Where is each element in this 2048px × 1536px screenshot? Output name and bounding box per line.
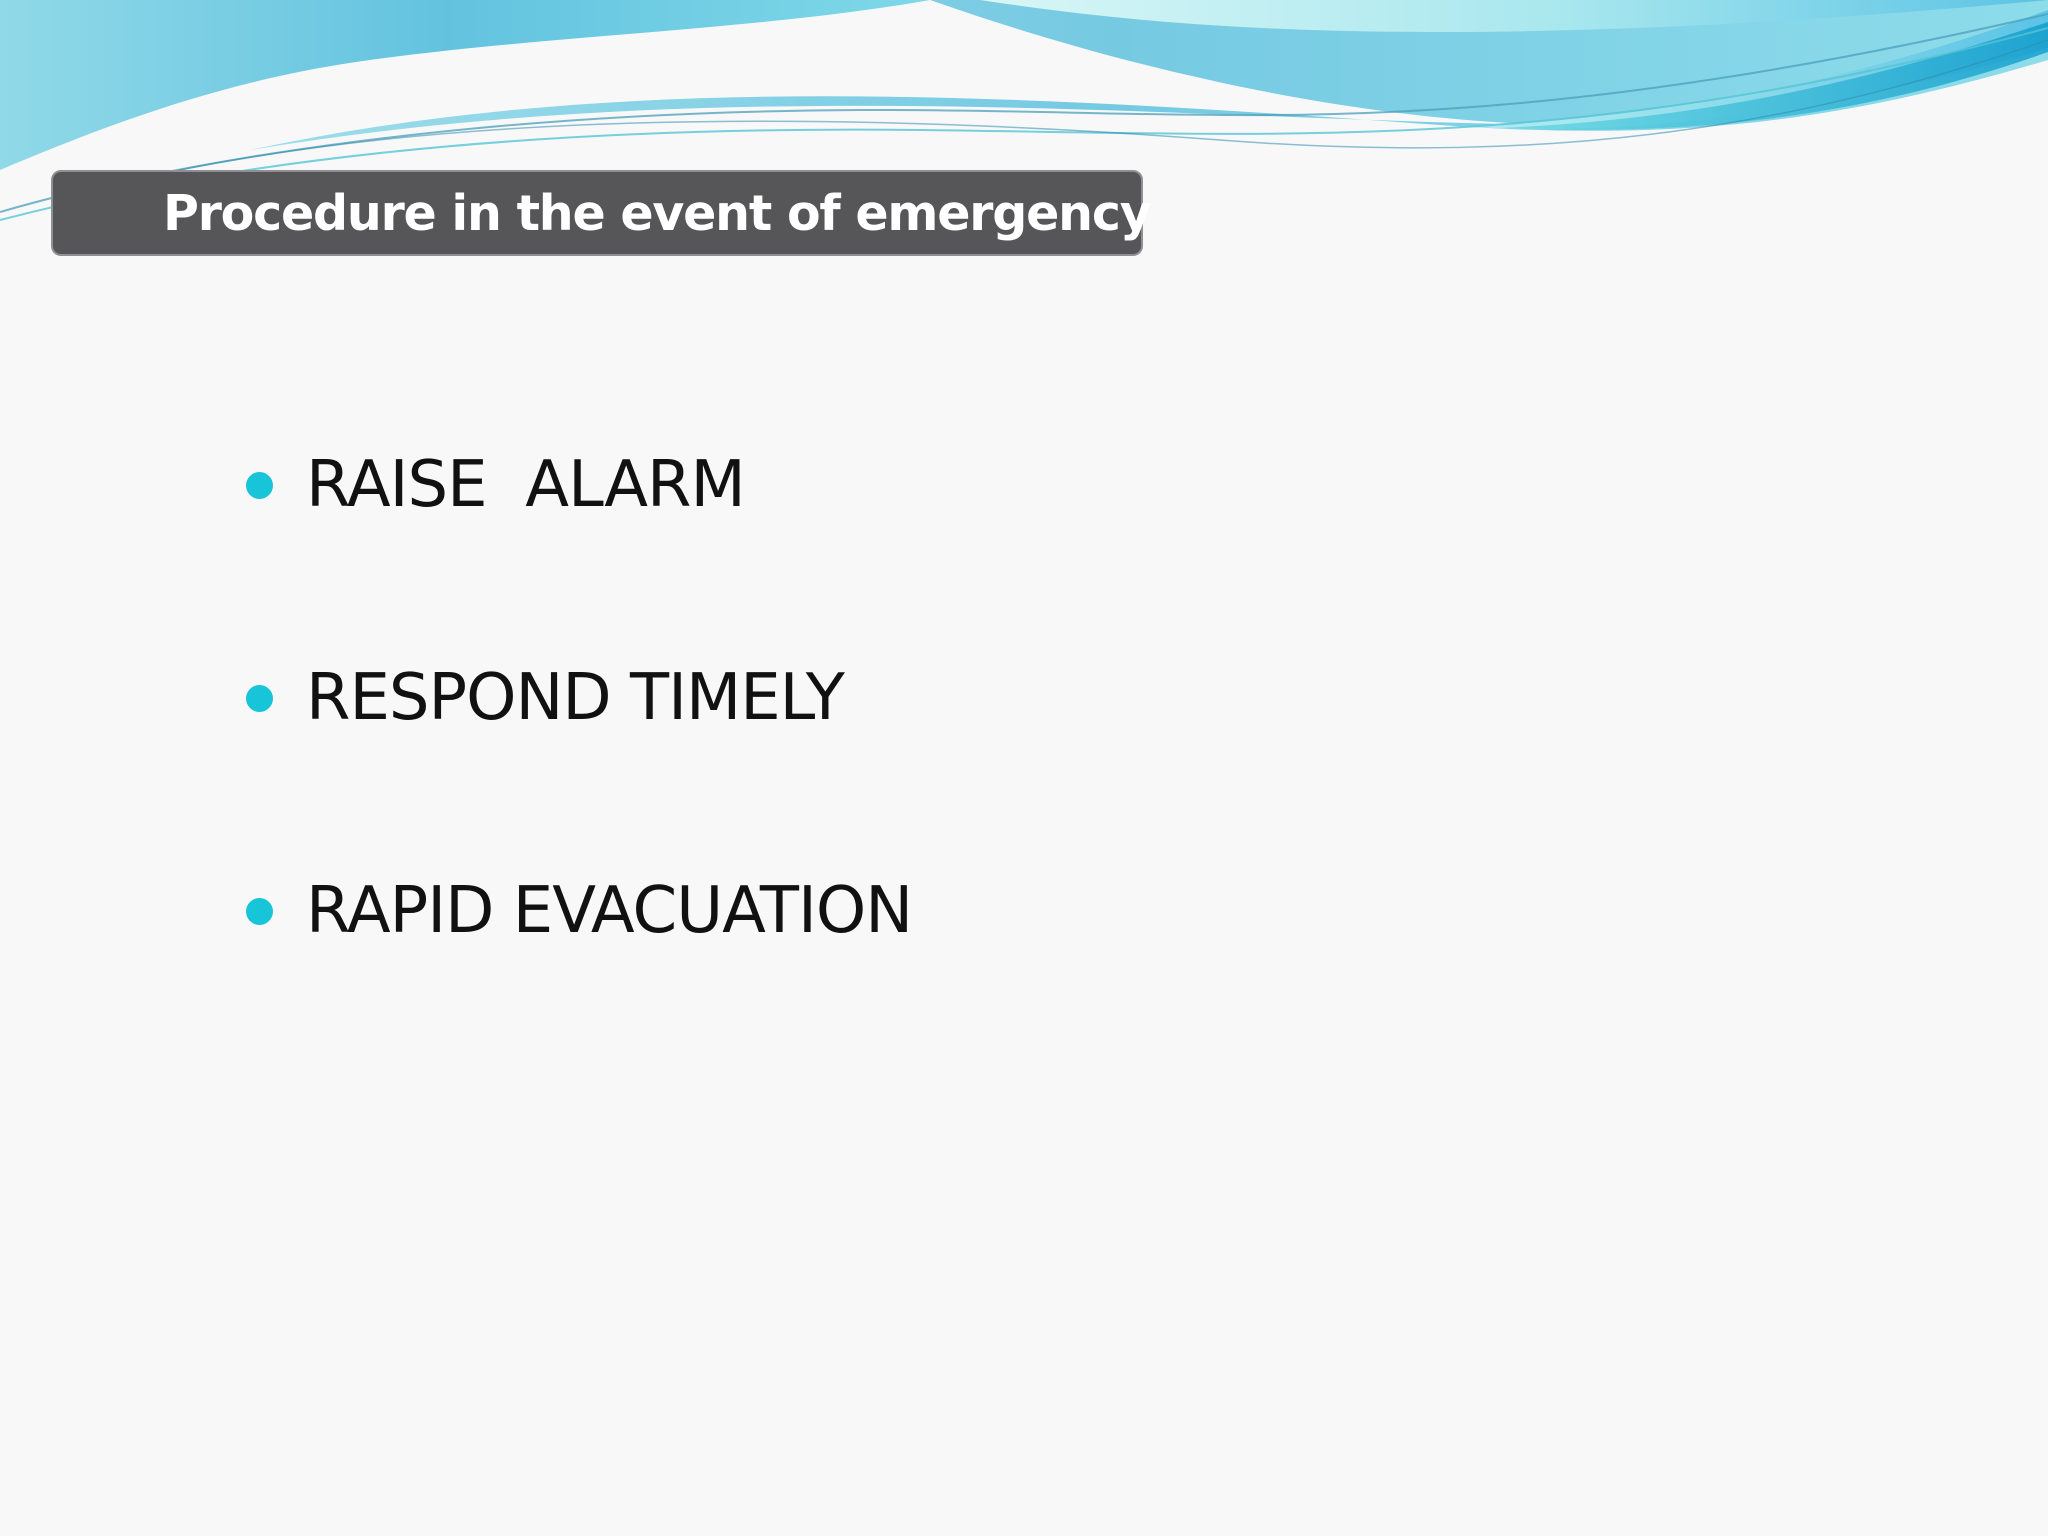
bullet-dot-icon	[246, 898, 273, 925]
bullet-dot-icon	[246, 685, 273, 712]
bullet-text: RAISE ALARM	[306, 448, 745, 522]
bullet-item-respond-timely	[246, 658, 912, 738]
bullet-item-raise-alarm	[246, 445, 912, 525]
slide-title: Procedure in the event of emergency	[163, 184, 1151, 242]
bullet-text: RAPID EVACUATION	[306, 874, 913, 948]
bullet-list	[246, 445, 912, 1084]
bullet-item-rapid-evacuation	[246, 871, 912, 951]
bullet-text: RESPOND TIMELY	[306, 661, 844, 735]
title-bar	[51, 170, 1151, 256]
bullet-dot-icon	[246, 472, 273, 499]
